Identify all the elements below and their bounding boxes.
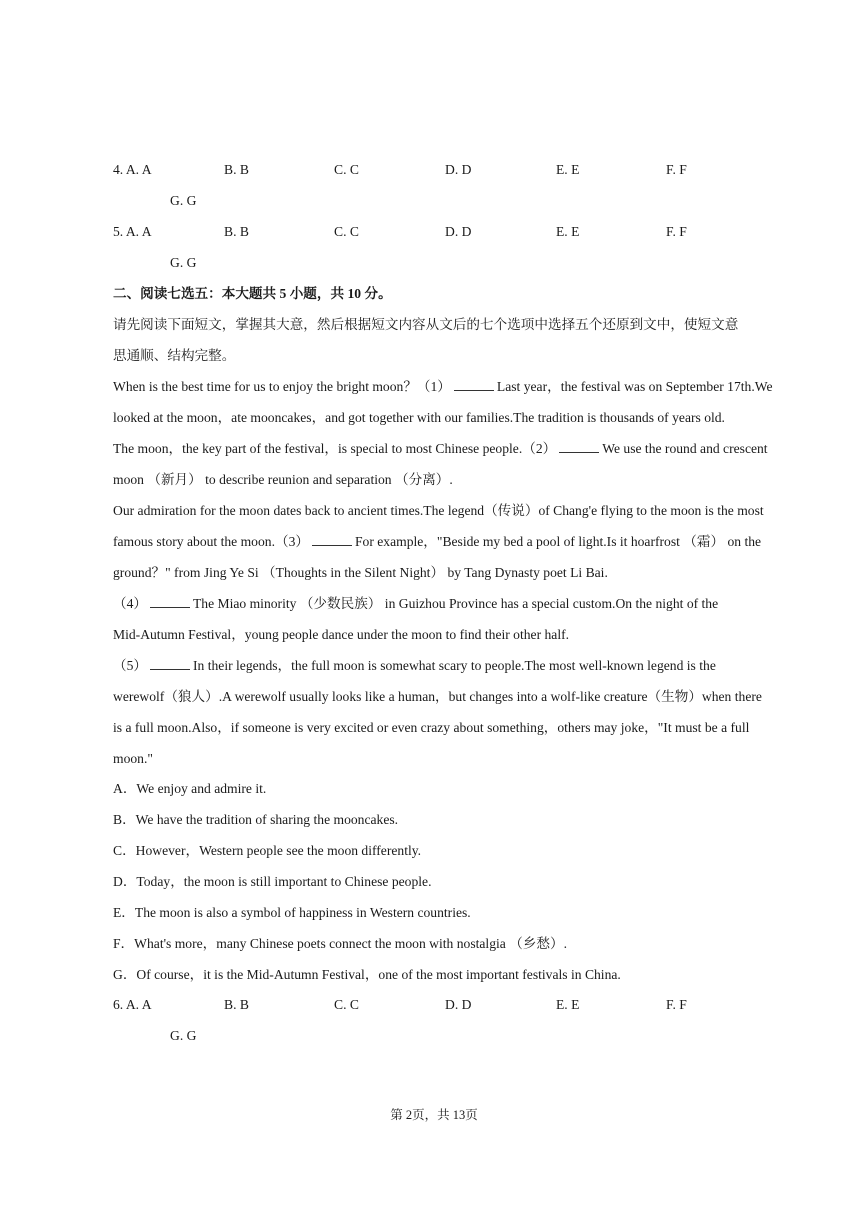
answer-option: E. E [556,224,580,239]
passage-text: The Miao minority （少数民族） in Guizhou Province has a special custom.On the night of the [192,596,719,611]
answer-option: G. G [170,255,197,270]
choice-item: B．We have the tradition of sharing the mooncakes. [113,812,399,827]
answer-option: D. D [445,224,472,239]
answer-option: B. B [224,162,249,177]
answer-option: C. C [334,997,359,1012]
passage-text: famous story about the moon.（3） [113,534,309,549]
section-instruction: 思通顺、结构完整。 [113,348,236,363]
answer-blank [312,533,352,546]
answer-option: F. F [666,997,687,1012]
answer-blank [559,440,599,453]
choice-item: G．Of course，it is the Mid-Autumn Festival，one of the most important festivals in China. [113,967,621,982]
answer-option: F. F [666,162,687,177]
passage-line [113,378,773,396]
answer-option: C. C [334,162,359,177]
answer-option: B. B [224,997,249,1012]
answer-option: B. B [224,224,249,239]
passage-line: moon （新月） to describe reunion and separation （分离）. [113,472,453,487]
passage-text: （4） [113,596,147,611]
answer-option: D. D [445,162,472,177]
passage-line [113,657,763,675]
passage-text: Last year，the festival was on September 17th.We [496,379,773,394]
answer-blank [150,657,190,670]
passage-text: For example，"Beside my bed a pool of light.Is it hoarfrost （霜） on the [354,534,762,549]
page-footer: 第 2页，共 13页 [390,1108,478,1122]
passage-text: （5） [113,658,147,673]
passage-line: Our admiration for the moon dates back to ancient times.The legend（传说）of Chang'e flying to the moon is the most [113,503,764,518]
answer-blank [454,378,494,391]
answer-option: C. C [334,224,359,239]
passage-line [113,533,763,551]
answer-option: 6. A. A [113,997,152,1012]
answer-blank [150,595,190,608]
choice-item: C．However，Western people see the moon differently. [113,843,422,858]
choice-item: F．What's more，many Chinese poets connect the moon with nostalgia （乡愁）. [113,936,567,951]
answer-option: E. E [556,997,580,1012]
answer-option: 5. A. A [113,224,152,239]
choice-item: D．Today，the moon is still important to Chinese people. [113,874,432,889]
answer-option: F. F [666,224,687,239]
passage-line: Mid-Autumn Festival，young people dance under the moon to find their other half. [113,627,570,642]
passage-text: We use the round and crescent [602,441,768,456]
choice-item: A．We enjoy and admire it. [113,781,267,796]
passage-line: moon." [113,751,153,766]
passage-line [113,440,768,458]
passage-line: looked at the moon，ate mooncakes，and got together with our families.The tradition is thousands of years old. [113,410,725,425]
passage-line: is a full moon.Also，if someone is very excited or even crazy about something，others may joke，"It must be a full [113,720,750,735]
passage-line: ground？" from Jing Ye Si （Thoughts in the Silent Night） by Tang Dynasty poet Li Bai. [113,565,608,580]
answer-option: G. G [170,1028,197,1043]
answer-option: G. G [170,193,197,208]
passage-line: werewolf（狼人）.A werewolf usually looks like a human，but changes into a wolf-like creature（生物）when there [113,689,762,704]
choice-item: E．The moon is also a symbol of happiness in Western countries. [113,905,471,920]
answer-option: 4. A. A [113,162,152,177]
passage-line [113,595,763,613]
section-heading: 二、阅读七选五：本大题共 5 小题，共 10 分。 [113,286,392,301]
passage-text: When is the best time for us to enjoy the bright moon？（1） [113,379,451,394]
passage-text: In their legends，the full moon is somewhat scary to people.The most well-known legend is the [192,658,716,673]
answer-option: D. D [445,997,472,1012]
passage-text: The moon，the key part of the festival，is special to most Chinese people.（2） [113,441,557,456]
answer-option: E. E [556,162,580,177]
section-instruction: 请先阅读下面短文，掌握其大意，然后根据短文内容从文后的七个选项中选择五个还原到文中，使短文意 [113,317,739,332]
